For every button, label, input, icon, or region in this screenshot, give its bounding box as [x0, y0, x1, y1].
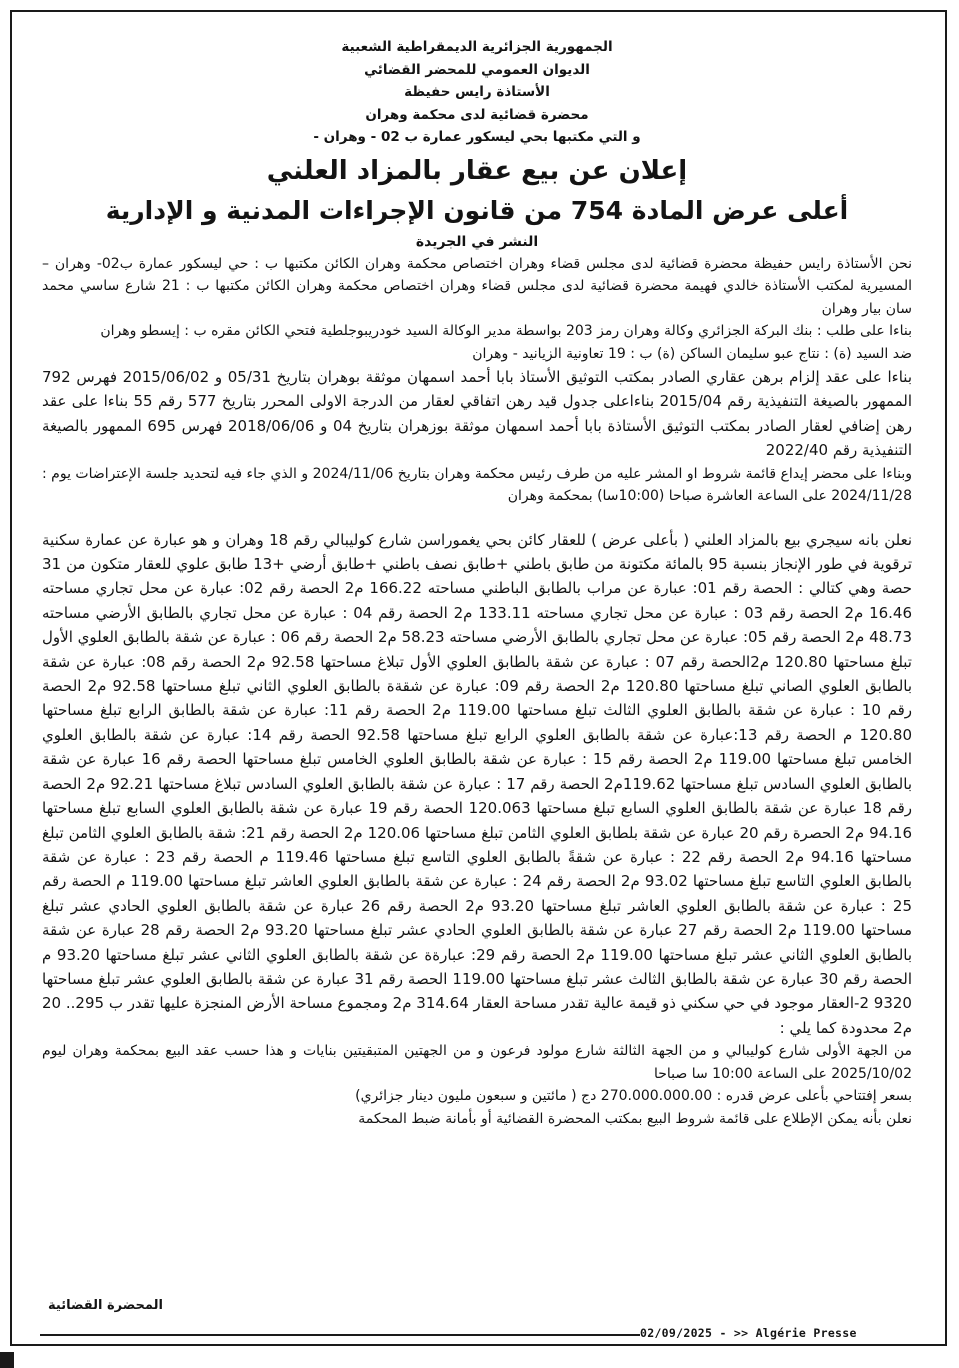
paragraph-gap: [42, 508, 912, 528]
footer-rule: [40, 1334, 640, 1336]
announcement-subtitle: أعلى عرض المادة 754 من قانون الإجراءات المدنية و الإدارية: [105, 195, 849, 225]
paragraph-conditions: وبناءا على محضر إيداع قائمة شروط او المشر عليه من طرف رئيس محكمة وهران بتاريخ 2024/11/06 و الذي جاء فيه لتحديد جلسة الإعتراضات يوم : 2024/11/28 على الساعة العاشرة صباحا (10:00سا) بمحكمة وهران: [42, 465, 912, 505]
announcement-title: إعلان عن بيع عقار بالمزاد العلني: [266, 155, 688, 186]
header-office-address: و التي مكتبها بحي ليسكور عمارة ب 02 - وهران -: [313, 129, 641, 145]
paragraph-request: بناءا على طلب : بنك البركة الجزائري وكالة وهران رمز 203 بواسطة مدير الوكالة السيد خودريبوجلطية فتحي الكائن مقره ب : إيسطو وهران: [100, 323, 912, 339]
header-bailiff-court: محضرة قضائية لدى محكمة وهران: [365, 106, 589, 123]
footer-source: 02/09/2025 - >> Algérie Presse: [640, 1326, 857, 1340]
paragraph-bailiff: نحن الأستاذة رايس حفيظة محضرة قضائية لدى مجلس قضاء وهران اختصاص محكمة وهران الكائن مكتبها ب : حي ليسكور عمارة ب02- وهران –المسيرية لمكتب الأستاذة خالدي فهيمة محضرة قضائية لدى مجلس قضاء وهران اختصاص محكمة وهران الكائن مكتبها ب : 21 شارع ساسي محمد سان بيار وهران: [42, 255, 912, 317]
header-office: الديوان العمومي للمحضر القضائي: [364, 61, 590, 78]
signature: المحضرة القضائية: [48, 1298, 163, 1313]
paragraph-boundaries: من الجهة الأولى شارع كوليبالي و من الجهة الثالثة شارع مولود فرعون و من الجهتين المتبقيتين بنايات و هذا حسب عقد البيع بمحكمة وهران ليوم 2025/10/02 على الساعة 10:00 سا صباحا: [42, 1043, 912, 1082]
publication-note: النشر في الجريدة: [415, 233, 539, 250]
announcement: [42, 36, 912, 1130]
paragraph-inspection: نعلن بأنه يمكن الإطلاع على قائمة شروط البيع بمكتب المحضرة القضائية أو بأمانة ضبط المحكمة: [358, 1110, 912, 1127]
paragraph-property: نعلن بانه سيجري بيع بالمزاد العلني ( بأعلى عرض ) للعقار كائن بحي يغموراسن شارع كوليبالي رقم 18 وهران و هو عبارة عن عمارة سكنية ترقوية في طور الإنجاز بنسبة 95 بالمائة مكتونة من طابق باطني +طابق نصف باطني +طابق أرضي +13 طابق علوي للعقار متكون من 31 حصة وهي كتالي : الحصة رقم 01: عبارة عن مراب بالطابق الباطني مساحته 166.22 م2 الحصة رقم 02: عبارة عن محل تجاري مساحته 16.46 م2 الحصة رقم 03 : عبارة عن محل تجاري مساحته 133.11 م2 الحصة رقم 04 : عبارة عن محل تجاري بالطابق الأرضي مساحته 48.73 م2 الحصة رقم 05: عبارة عن محل تجاري بالطابق الأرضي مساحته 58.23 م2 الحصة رقم 06 : عبارة عن شقة بالطابق العلوي الأول تبلغ مساحتها 120.80 م2الحصة رقم 07 : عبارة عن شقة بالطابق العلوي الأول تبلاغ مساحتها 92.58 م2 الحصة رقم 08: عبارة عن شقة بالطابق العلوي الصاني تبلغ مساحتها 120.80 م2 الحصة رقم 09: عبارة عن شقةة بالطابق العلوي الثاني تبلغ مساحتها 92.58 م2 الحصة رقم 10 : عبارة عن شقة بالطابق العلوي الثالث تبلغ مساحتها 119.00 م2 الحصة رقم 11: عبارة عن شقة بالطابق الرابع تبلغ مساحتها 120.80 م الحصة رقم 13:عبارة عن شقة بالطابق العلوي الرابع تبلغ مساحتها 92.58 الحصة رقم 14: عبارة عن شقة بالطابق العلوي الخامس تبلغ مساحتها 119.00 م2 الحصة رقم 15 : عبارة عن شقة بالطابق العلوي الخامس تبلغ مساحتها الحصة رقم 16 عبارة عن شقة بالطابق العلوي السادس تبلغ مساحتها 119.62م2 الحصة رقم 17 : عبارة عن شقة بالطابق العلوي السادس تبلاغ مساحتها 92.21 م2 الحصة رقم 18 عبارة عن شقة بالطابق العلوي السابع تبلغ مساحتها 120.063 الحصة رقم 19 عبارة عن شقة بالطابق العلوي السابع تبلغ مساحتها 94.16 م2 الحصرة رقم 20 عبارة عن شقة بلطابق العلوي الثامن تبلغ مساحتها 120.06 م2 الحصة رقم 21: شقة بالطابق العلوي الثامن تبلغ مساحتها 94.16 م2 الحصة رقم 22 : عبارة عن شقةً بالطابق العلوي التاسع تبلغ مساحتها 119.46 م الحصة رقم 23 : عبارة عن شقة بالطابق العلوي التاسع تبلغ مساحتها 93.02 م2 الحصة رقم 24 : عبارة عن شقة بالطابق العلوي العاشر تبلغ مساحتها 119.00 م الحصة رقم 25 : عبارة عن شقة بالطابق العلوي العاشر تبلغ مساحتها 93.20 م2 الحصة رقم 26 عبارة عن شقة بالطابق العلوي الحادي عشر تبلغ مساحتها 119.00 م2 الحصة رقم 27 عبارة عن شقة بالطابق العلوي الحادي عشر تبلغ مساحتها 93.20 م2 الحصة رقم 28 عبارة عن شقة بالطابق العلوي الثاني عشر تبلغ مساحتها 119.00 م2 الحصة رقم 29: عبارةة عن شقة بالطابق العلوي الثاني عشر تبلغ مساحتها 93.20 م الحصة رقم 30 عبارة عن شقة بالطابق الثالث عشر تبلغ مساحتها 119.00 الحصة رقم 31 عبارة عن شقة بالطابق العلوي عشر تبلغ مساحتها 9320 2-العقار موجود في حي سكني ذو قيمة عالية تقدر مساحة العقار 314.64 م2 ومجموع مساحة الأرض المنجزة عليها تقدر ب 295.. 20 م2 محدودة كما يلي :: [42, 530, 913, 1037]
paragraph-price: بسعر إفتتاحي بأعلى عرض قدره : 270.000.000.00 دج ( مائتين و سبعون مليون دينار جزائري): [355, 1088, 912, 1105]
header-bailiff-name: الأستاذة رايس حفيظة: [404, 84, 550, 100]
paragraph-against: ضد السيد (ة) : نتاج عبو سليمان الساكن (ة) ب : 19 تعاونية الزيانيد - وهران: [472, 345, 912, 362]
corner-mark: [0, 1352, 14, 1368]
header-republic: الجمهورية الجزائرية الديمقراطية الشعبية: [341, 39, 613, 55]
paragraph-mortgage: بناءا على عقد إلزام برهن عقاري الصادر بمكتب التوثيق الأستاذ بابا أحمد اسمهان موثقة بوهران بتاريخ 05/31 و 2015/06/02 فهرس 792 الممهور بالصيغة التنفيذية رقم 2015/04 بناءاعلى جدول قيد رهن اتفاقي لعقار من الدرجة الاولى المحرر بتاريخ 577 رقم 55 بناءا على عقد رهن إضافي لعقار الصادر بمكتب التوثيق الأستاذة بابا أحمد اسمهان موثقة بوزهران بتاريخ 04 و 2018/06/06 فهرس 695 الممهور بالصيغة التنفيذية رقم 2022/40: [42, 368, 913, 460]
